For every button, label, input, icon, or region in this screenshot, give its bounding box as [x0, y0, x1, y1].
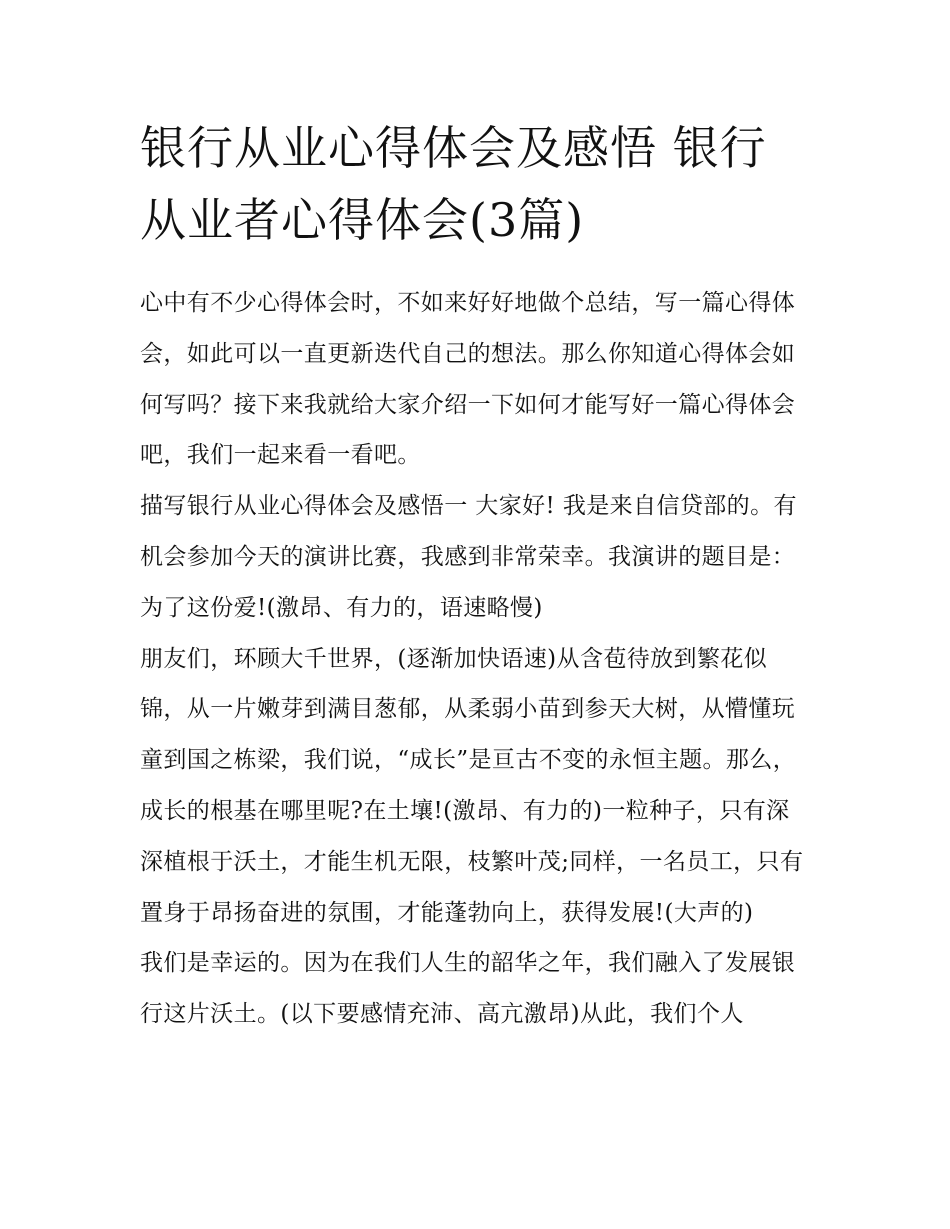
intro-paragraph: 心中有不少心得体会时，不如来好好地做个总结，写一篇心得体会，如此可以一直更新迭代自己的想法。那么你知道心得体会如何写吗？接下来我就给大家介绍一下如何才能写好一篇心得体会吧，我们一起来看一看吧。 [140, 290, 796, 469]
body-paragraph: 我们是幸运的。因为在我们人生的韶华之年，我们融入了发展银行这片沃土。(以下要感情充沛、高亢激昂)从此，我们个人 [140, 950, 796, 1028]
document-body [140, 278, 812, 1040]
document-content [140, 112, 812, 1040]
body-paragraph: 描写银行从业心得体会及感悟一 大家好! 我是来自信贷部的。有机会参加今天的演讲比赛，我感到非常荣幸。我演讲的题目是：为了这份爱!(激昂、有力的，语速略慢) [140, 493, 797, 621]
body-paragraph: 朋友们，环顾大千世界，(逐渐加快语速)从含苞待放到繁花似锦，从一片嫩芽到满目葱郁，从柔弱小苗到参天大树，从懵懂玩童到国之栋梁，我们说，“成长”是亘古不变的永恒主题。那么，成长的根基在哪里呢?在土壤!(激昂、有力的)一粒种子，只有深深植根于沃土，才能生机无限，枝繁叶茂;同样，一名员工，只有置身于昂扬奋进的氛围，才能蓬勃向上，获得发展!(大声的) [140, 645, 804, 926]
document-title: 银行从业心得体会及感悟 银行从业者心得体会(3篇) [140, 121, 767, 247]
